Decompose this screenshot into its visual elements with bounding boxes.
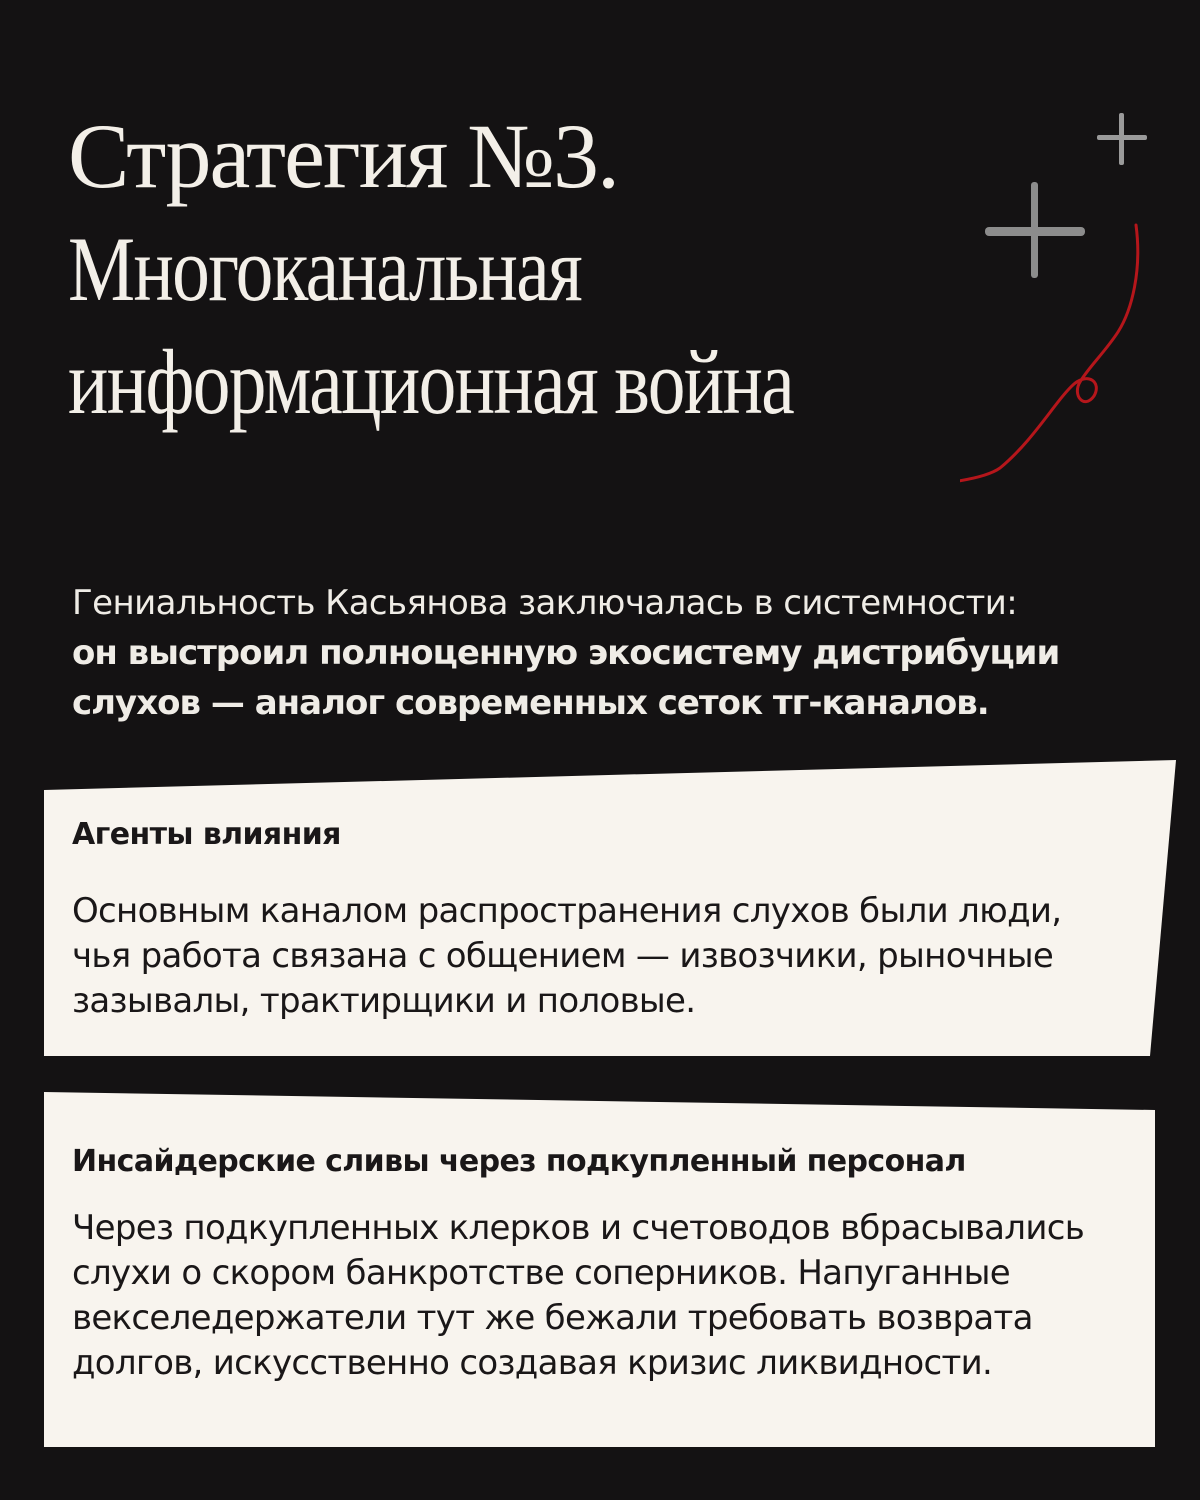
card-content: [72, 1142, 1084, 1386]
title-line-2: Многоканальная: [68, 218, 582, 320]
intro-line-1: Гениальность Касьянова заключалась в системности:: [72, 583, 1018, 623]
card-body-line: чья работа связана с общением — извозчики, рыночные: [72, 936, 1054, 976]
card-title: Инсайдерские сливы через подкупленный персонал: [72, 1144, 966, 1179]
intro-line-3: слухов — аналог современных сеток тг-каналов.: [72, 683, 989, 723]
card-body-line: Через подкупленных клерков и счетоводов вбрасывались: [72, 1208, 1085, 1248]
card-body-line: Основным каналом распространения слухов были люди,: [72, 891, 1062, 931]
card-title: Агенты влияния: [72, 817, 341, 852]
title-line-1: Стратегия №3.: [68, 105, 619, 207]
card-body-line: долгов, искусственно создавая кризис ликвидности.: [72, 1343, 993, 1383]
card-body-line: слухи о скором банкротстве соперников. Напуганные: [72, 1253, 1010, 1293]
card-body: [72, 1206, 1084, 1386]
card-body-line: зазывалы, трактирщики и половые.: [72, 981, 696, 1021]
intro-line-2: он выстроил полноценную экосистему дистрибуции: [72, 633, 1060, 673]
title-line-3: информационная война: [68, 331, 794, 433]
card-body-line: вексeледержатели тут же бежали требовать возврата: [72, 1298, 1033, 1338]
